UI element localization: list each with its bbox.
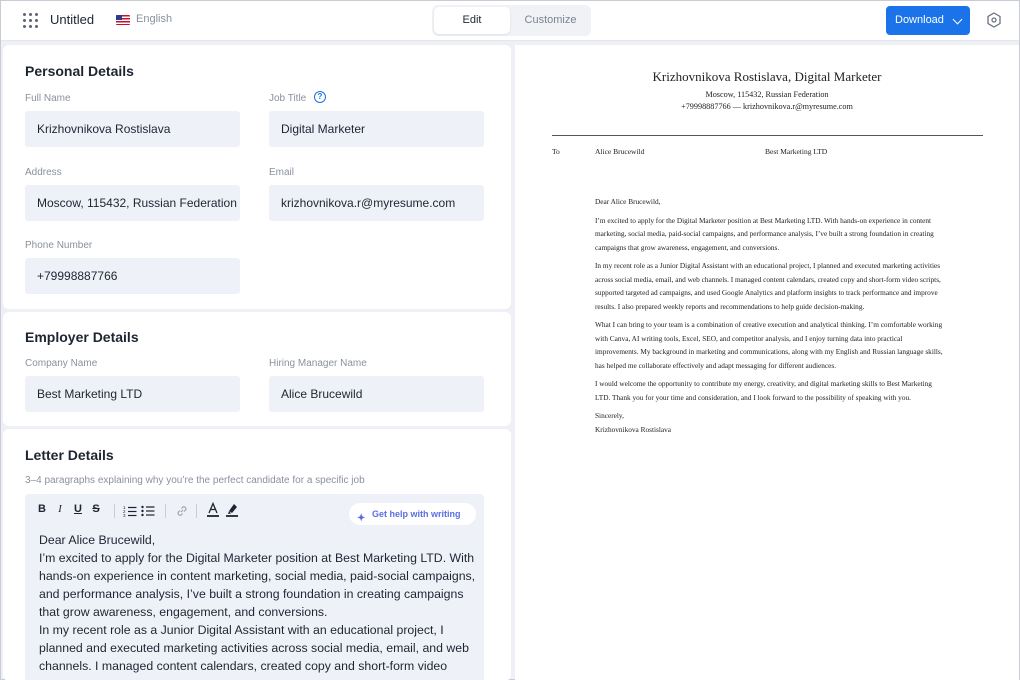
mode-toggle xyxy=(432,5,591,36)
preview-signature: Krizhovnikova Rostislava xyxy=(595,424,671,434)
editor-toolbar xyxy=(25,494,484,526)
letter-details-panel xyxy=(3,429,511,680)
preview-paragraph: What I can bring to your team is a combination of creative execution and analytical thinking. I’m comfortable working with Canva, AI writing tools, Excel, SEO, and competitor analysis, and I enjoy turning data into practical improvements. My background in marketing and communications, along with my English and Russian language skills, has helped me collaborate effectively and adapt messaging for different audiences. xyxy=(595,320,943,370)
link-icon[interactable] xyxy=(175,504,189,518)
svg-text:2: 2 xyxy=(123,509,126,514)
chevron-down-icon xyxy=(953,15,963,25)
preview-closing: Sincerely, xyxy=(595,411,624,420)
settings-hexagon-icon[interactable] xyxy=(986,12,1002,28)
top-bar xyxy=(1,1,1019,41)
preview-contact-line: +79998887766 — krizhovnikova.r@myresume.com xyxy=(681,102,853,111)
phone-label: Phone Number xyxy=(25,240,93,251)
editor-line: I’m excited to apply for the Digital Marketer position at Best Marketing LTD. With hands-on experience in content marketing, social media, paid-social campaigns, and performance analysis, I’ve built a strong foundation in creating campaigns that grow awareness, engagement, and conversions. xyxy=(39,551,476,619)
download-label: Download xyxy=(895,14,944,26)
us-flag-icon xyxy=(116,15,130,25)
personal-details-panel xyxy=(3,45,511,309)
strikethrough-button[interactable]: S xyxy=(92,503,100,515)
preview-recipient: Alice Brucewild xyxy=(595,147,645,156)
svg-text:1: 1 xyxy=(123,505,126,510)
hiring-manager-label: Hiring Manager Name xyxy=(269,358,367,369)
preview-paragraph: In my recent role as a Junior Digital Assistant with an educational project, I planned and executed marketing activities across social media, email, and web channels. I managed content calendars, created copy and short-form video scripts, supported targeted ad campaigns, and used Google Analytics and platform insights to track performance and improve results. I also prepared weekly reports and recommendations to help guide decision-making. xyxy=(595,261,941,311)
get-help-writing-button[interactable] xyxy=(349,503,476,525)
language-selector[interactable]: English xyxy=(136,13,173,25)
job-title-input[interactable]: Digital Marketer xyxy=(269,111,484,147)
letter-editor[interactable] xyxy=(25,494,484,680)
italic-button[interactable]: I xyxy=(58,503,62,515)
address-input[interactable]: Moscow, 115432, Russian Federation xyxy=(25,185,240,221)
preview-body xyxy=(595,195,945,441)
bullet-list-icon[interactable] xyxy=(141,504,155,518)
preview-paragraph: I’m excited to apply for the Digital Marketer position at Best Marketing LTD. With hands-on experience in content marketing, social media, paid-social campaigns, and performance analysis, I’ve built a strong foundation in creating campaigns that grow awareness, engagement, and conversions. xyxy=(595,215,934,252)
address-label: Address xyxy=(25,167,62,178)
apps-grid-icon[interactable] xyxy=(23,13,39,29)
get-help-writing-label: Get help with writing xyxy=(372,509,461,519)
bold-button[interactable]: B xyxy=(38,503,46,515)
preview-name-line: Krizhovnikova Rostislava, Digital Marketer xyxy=(652,69,882,84)
preview-company: Best Marketing LTD xyxy=(765,147,828,156)
hiring-manager-input[interactable]: Alice Brucewild xyxy=(269,376,484,412)
editor-line: Dear Alice Brucewild, xyxy=(39,533,156,547)
tab-edit[interactable]: Edit xyxy=(434,7,510,34)
company-name-label: Company Name xyxy=(25,358,98,369)
text-color-icon[interactable] xyxy=(206,502,220,518)
editor-line: In my recent role as a Junior Digital Assistant with an educational project, I planned and executed marketing activities across social media, email, and web channels. I managed content calendars, created copy and short-form video xyxy=(39,623,469,673)
company-name-input[interactable]: Best Marketing LTD xyxy=(25,376,240,412)
preview-address-line: Moscow, 115432, Russian Federation xyxy=(705,90,829,99)
preview-divider xyxy=(552,135,983,136)
download-button[interactable] xyxy=(886,6,970,35)
letter-details-title: Letter Details xyxy=(25,447,114,463)
full-name-input[interactable]: Krizhovnikova Rostislava xyxy=(25,111,240,147)
letter-hint: 3–4 paragraphs explaining why you’re the perfect candidate for a specific job xyxy=(25,475,365,486)
email-label: Email xyxy=(269,167,295,178)
employer-details-title: Employer Details xyxy=(25,329,139,345)
preview-salutation: Dear Alice Brucewild, xyxy=(595,197,661,206)
svg-text:3: 3 xyxy=(123,513,126,518)
toolbar-divider xyxy=(114,504,115,518)
full-name-label: Full Name xyxy=(25,93,71,104)
job-title-label: Job Title xyxy=(269,93,307,104)
toolbar-divider xyxy=(165,504,166,518)
help-icon[interactable]: ? xyxy=(314,91,326,103)
email-input[interactable]: krizhovnikova.r@myresume.com xyxy=(269,185,484,221)
document-title[interactable]: Untitled xyxy=(50,12,95,27)
highlight-icon[interactable] xyxy=(225,502,239,518)
preview-paragraph: I would welcome the opportunity to contribute my energy, creativity, and digital marketing skills to Best Marketing LTD. Thank you for your time and consideration, and I look forward to the possibility of speaking with you. xyxy=(595,379,932,402)
letter-preview xyxy=(515,45,1019,680)
personal-details-title: Personal Details xyxy=(25,63,134,79)
employer-details-panel xyxy=(3,312,511,426)
tab-customize[interactable]: Customize xyxy=(524,14,577,26)
toolbar-divider xyxy=(196,504,197,518)
editor-content[interactable] xyxy=(39,531,479,675)
sparkle-icon: ✦ xyxy=(357,513,366,524)
numbered-list-icon[interactable] xyxy=(123,504,137,518)
phone-input[interactable]: +79998887766 xyxy=(25,258,240,294)
preview-to-label: To xyxy=(552,147,560,156)
underline-button[interactable]: U xyxy=(74,503,82,515)
